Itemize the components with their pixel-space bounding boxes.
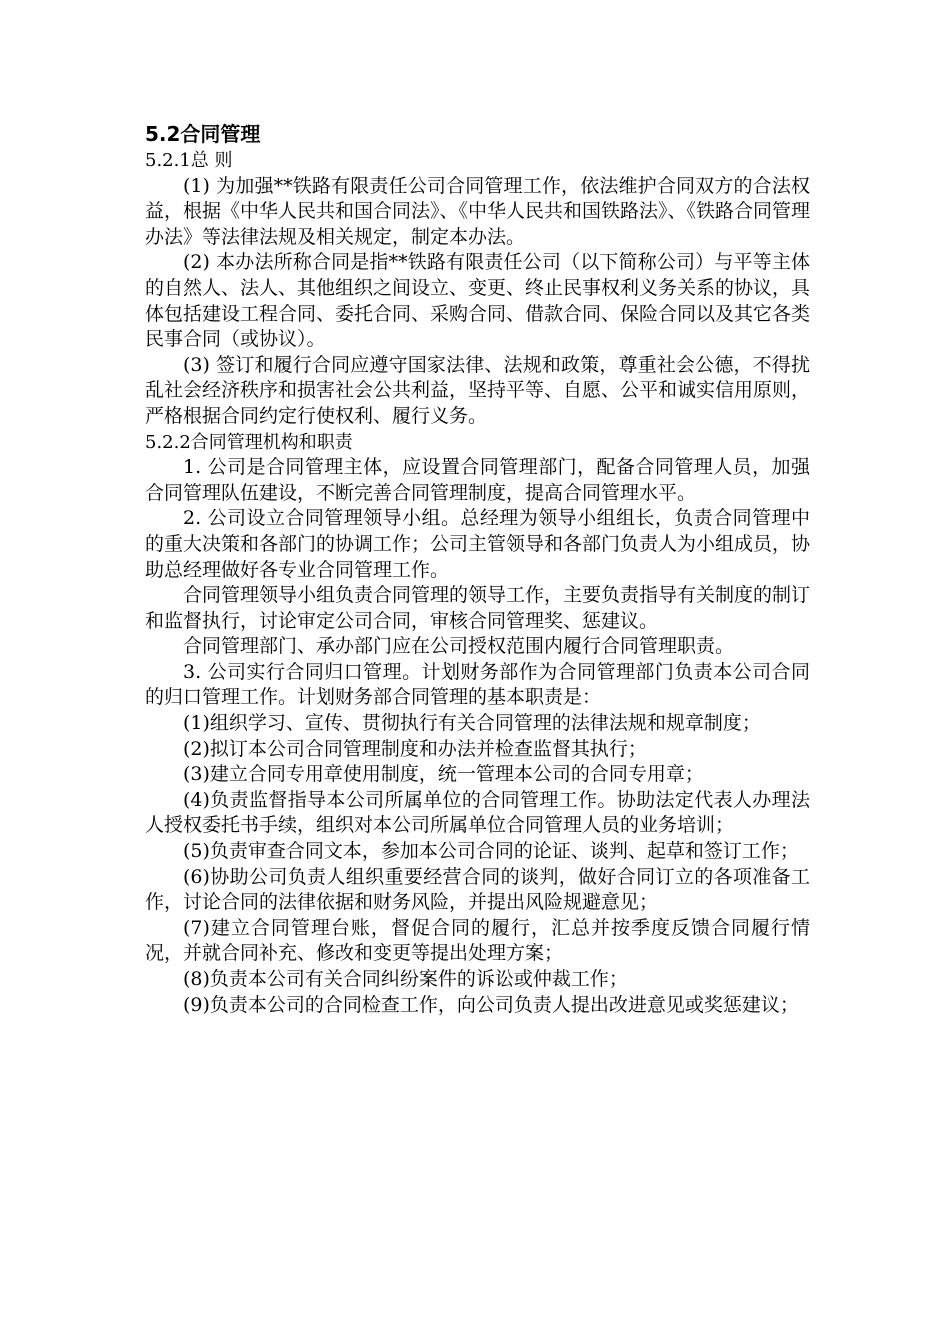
list-item: (7)建立合同管理台账，督促合同的履行，汇总并按季度反馈合同履行情况，并就合同补充、修改和变更等提出处理方案； <box>145 916 810 965</box>
list-item: (8)负责本公司有关合同纠纷案件的诉讼或仲裁工作； <box>183 968 628 990</box>
subsection-heading-general: 5.2.1总 则 <box>145 150 233 171</box>
paragraph: (3) 签订和履行合同应遵守国家法律、法规和政策，尊重社会公德，不得扰乱社会经济秩序和损害社会公共利益，坚持平等、自愿、公平和诚实信用原则，严格根据合同约定行使权利、履行义务。 <box>145 353 811 427</box>
paragraph: 2. 公司设立合同管理领导小组。总经理为领导小组组长，负责合同管理中的重大决策和各部门的协调工作；公司主管领导和各部门负责人为小组成员，协助总经理做好各专业合同管理工作。 <box>145 507 811 581</box>
list-item: (2)拟订本公司合同管理制度和办法并检查监督其执行； <box>183 737 647 760</box>
list-item: (6)协助公司负责人组织重要经营合同的谈判，做好合同订立的各项准备工作，讨论合同的法律依据和财务风险，并提出风险规避意见； <box>145 865 810 914</box>
paragraph: (1) 为加强**铁路有限责任公司合同管理工作，依法维护合同双方的合法权益，根据《中华人民共和国合同法》、《中华人民共和国铁路法》、《铁路合同管理办法》等法律法规及相关规定，制定本办法。 <box>145 174 811 248</box>
paragraph: 合同管理领导小组负责合同管理的领导工作，主要负责指导有关制度的制订和监督执行，讨论审定公司合同，审核合同管理奖、惩建议。 <box>145 584 811 632</box>
list-item: (9)负责本公司的合同检查工作，向公司负责人提出改进意见或奖惩建议； <box>183 993 799 1016</box>
subsection-heading-organization: 5.2.2合同管理机构和职责 <box>145 431 353 453</box>
paragraph: 1. 公司是合同管理主体，应设置合同管理部门，配备合同管理人员，加强合同管理队伍建设，不断完善合同管理制度，提高合同管理水平。 <box>145 456 810 504</box>
list-item: (4)负责监督指导本公司所属单位的合同管理工作。协助法定代表人办理法人授权委托书手续，组织对本公司所属单位合同管理人员的业务培训； <box>145 788 810 837</box>
paragraph: 3. 公司实行合同归口管理。计划财务部作为合同管理部门负责本公司合同的归口管理工作。计划财务部合同管理的基本职责是： <box>145 660 810 709</box>
document-page <box>145 120 810 1018</box>
list-item: (5)负责审查合同文本，参加本公司合同的论证、谈判、起草和签订工作； <box>183 840 799 863</box>
paragraph: 合同管理部门、承办部门应在公司授权范围内履行合同管理职责。 <box>183 635 735 658</box>
list-item: (3)建立合同专用章使用制度，统一管理本公司的合同专用章； <box>183 763 704 786</box>
paragraph: (2) 本办法所称合同是指**铁路有限责任公司（以下简称公司）与平等主体的自然人、法人、其他组织之间设立、变更、终止民事权利义务关系的协议，具体包括建设工程合同、委托合同、采购合同、借款合同、保险合同以及其它各类民事合同（或协议）。 <box>145 251 811 351</box>
list-item: (1)组织学习、宣传、贯彻执行有关合同管理的法律法规和规章制度； <box>183 712 761 735</box>
section-title: 5.2合同管理 <box>145 122 261 146</box>
